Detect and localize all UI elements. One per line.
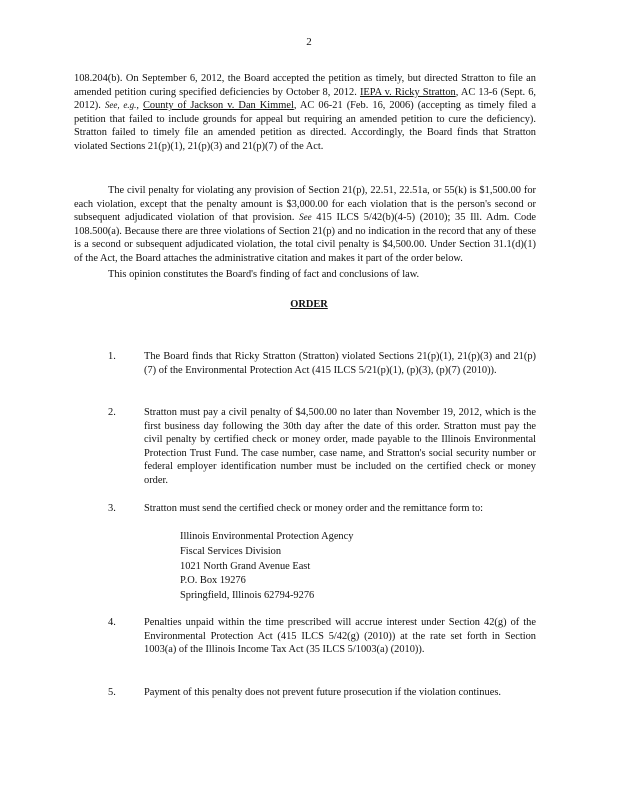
paragraph-findings: This opinion constitutes the Board's finding of fact and conclusions of law. <box>108 269 420 280</box>
remittance-address <box>180 530 440 604</box>
case-citation-iepa-v-stratton: IEPA v. Ricky Stratton <box>359 86 456 98</box>
order-item-text: Penalties unpaid within the time prescribed will accrue interest under Section 42(g) of the Environmental Protection Act (415 ILCS 5/42(g) (2010)) at the rate set forth in Section 1003(a) of the Illinois Income Tax Act (35 ILCS 5/1003(a) (2010)). <box>144 617 536 656</box>
address-line: 1021 North Grand Avenue East <box>180 560 311 572</box>
paragraph-civil-penalty <box>74 184 536 266</box>
order-item-text: Stratton must send the certified check or money order and the remittance form to: <box>144 503 484 514</box>
text-span: , AC 13-6 (Sept. 6, 2012). <box>74 86 536 112</box>
page-number: 2 <box>306 36 312 48</box>
see-eg-signal: See, e.g. <box>104 100 137 111</box>
order-item-number: 1. <box>108 351 116 362</box>
text-span: 108.204(b). On September 6, 2012, the Board accepted the petition as timely, but directed Stratton to file an amended petition curing specified deficiencies by October 8, 2012. <box>74 73 536 98</box>
text-span: The civil penalty for violating any provision of Section 21(p), 22.51, 22.51a, or 55(k) is $1,500.00 for each violation, except that the penalty amount is $3,000.00 for each violation that is the person's second or subsequent adjudicated violation of that provision. <box>74 185 536 224</box>
text-span: , AC 06-21 (Feb. 16, 2006) (accepting as timely filed a petition that failed to include grounds for appeal but requiring an amended petition to cure the deficiency). Stratton failed to timely file an amended petition as directed. Accordingly, the Board finds that Stratton violated Sections 21(p)(1), 21(p)(3) and 21(p)(7) of the Act. <box>74 100 537 152</box>
text-span: , <box>136 100 143 112</box>
see-signal: See <box>299 212 312 223</box>
order-heading-text: ORDER <box>290 299 328 310</box>
case-citation-jackson-v-kimmel: County of Jackson v. Dan Kimmel <box>142 100 294 112</box>
address-line: Fiscal Services Division <box>180 545 282 557</box>
paragraph-procedural-history <box>74 72 536 154</box>
order-item-number: 4. <box>108 617 116 628</box>
order-item-text: Payment of this penalty does not prevent future prosecution if the violation continues. <box>144 687 501 698</box>
address-line: Illinois Environmental Protection Agency <box>180 531 354 542</box>
order-item-text: The Board finds that Ricky Stratton (Stratton) violated Sections 21(p)(1), 21(p)(3) and 21(p)(7) of the Environmental Protection Act (415 ILCS 5/21(p)(1), (p)(3), (p)(7) (2010)). <box>144 351 536 376</box>
order-item-number: 5. <box>108 687 116 698</box>
order-heading <box>0 298 618 312</box>
order-item-number: 3. <box>108 503 116 514</box>
order-item-text: Stratton must pay a civil penalty of $4,500.00 no later than November 19, 2012, which is the first business day following the 30th day after the date of this order. Stratton must pay the civil penalty by certified check or money order, made payable to the Illinois Environmental Protection Trust Fund. The case number, case name, and Stratton's social security number or federal employer identification number must be included on the certified check or money order. <box>144 407 536 486</box>
text-span: 415 ILCS 5/42(b)(4-5) (2010); 35 Ill. Adm. Code 108.500(a). Because there are three violations of Section 21(p) and no indication in the record that any of these is a second or subsequent adjudicated violation, the total civil penalty is $4,500.00. Under Section 31.1(d)(1) of the Act, the Board attaches the administrative citation and makes it part of the order below. <box>74 212 536 264</box>
order-item-number: 2. <box>108 407 116 418</box>
address-line: P.O. Box 19276 <box>180 575 246 587</box>
address-line: Springfield, Illinois 62794-9276 <box>180 590 315 602</box>
